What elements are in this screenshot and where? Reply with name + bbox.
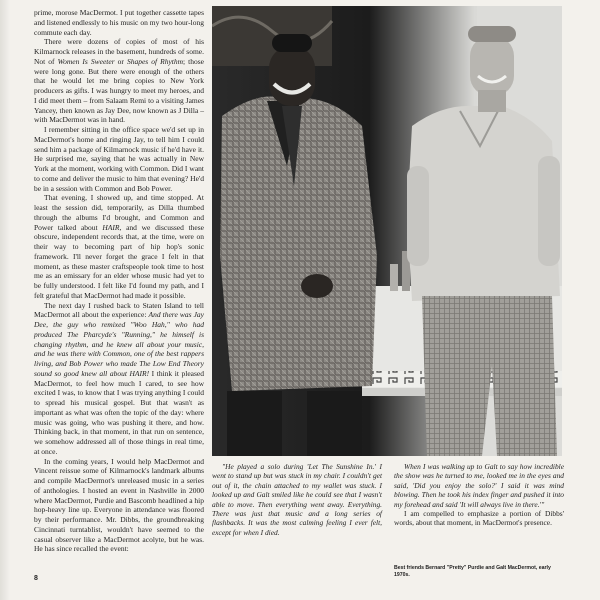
paragraph: There were dozens of copies of most of his Kilmarnock releases in the basement, hundreds of some. Not of Women Is Sweeter or Shapes of Rhythm; those were long gone. But there were enough of the others that he would let me bring copies to New York producers as gifts. I was hungry to meet my heroes, and I did meet them – from Salaam Remi to a visiting James Yancey, then known as Jay Dee, now known as J Dilla – with MacDermot was in hand. (34, 37, 204, 125)
quote-paragraph: When I was walking up to Galt to say how incredible the show was he turned to me, looked me in the eyes and said, 'Did you enjoy the solo?' I said it was mind blowing. Then he took his index finger and pushed it into my forehead and said 'It will always live in there.'" (394, 462, 564, 509)
paragraph: The next day I rushed back to Staten Island to tell MacDermot all about the experience: And there was Jay Dee, the guy who remixed "Woo Hah," who had produced The Pharcyde's "Running," he himself is changing rhythm, and he knew all about your music, and he was there with Common, one of the best rappers living, and Bob Power who made The Low End Theory sound so good knew all about HAIR! I think it pleased MacDermot, to feel how much I cared, to see how excited I was, to know that I was trying anything I could to spread his musical gospel. But that wasn't as important as what was often the topic of the day: where music was going, who was pushing it there, and how. Thinking back, in that moment, in that run on sentence, we somehow addressed all of those things in real time, at once. (34, 300, 205, 456)
photo-caption: Best friends Bernard "Pretty" Purdie and Galt MacDermot, early 1970s. (394, 565, 551, 578)
photograph (212, 6, 562, 456)
quote-paragraph: "He played a solo during 'Let The Sunshine In.' I went to stand up but was stuck in my chair. I couldn't get out of it, the chain attached to my wallet was stuck. I looked up and Galt smiled like he could see that I wasn't able to move. Then everything went away. Everything. There was just that music and a long series of flashbacks. It was the most calming feeling I ever felt, except for when I died. (212, 462, 382, 537)
paragraph: In the coming years, I would help MacDermot and Vincent reissue some of Kilmarnock's landmark albums and compile MacDermot's unreleased music in a series of anthologies. I hosted an event in Nashville in 2000 where MacDermot, Purdie and Bascomb headlined a hip hop-heavy line up. Everyone in attendance was floored by their performance. Mr. Dibbs, the groundbreaking Cincinnati turntablist, wouldn't have seemed to the casual observer like a MacDermot acolyte, but he was. He has since recalled the event: (34, 456, 204, 554)
body-text-column (34, 8, 204, 554)
paragraph: That evening, I showed up, and time stopped. At least the session did, temporarily, as Dilla thumbed through the albums I'd brought, and Common and Power talked about HAIR, and we discussed these obscure, independent records that, at the time, were on their way to becoming part of hip hop's sonic framework. I'll never forget the grace I felt in that moment, as these master craftspeople took time to host me as an emissary for an elder whose music had yet to be fully understood. I felt like I'd found my path, and I felt grateful that MacDermot had made it possible. (34, 193, 205, 300)
page-number: 8 (34, 575, 38, 582)
paragraph: prime, morose MacDermot. I put together cassette tapes and listened endlessly to his music on my two hour-long commute each day. (34, 8, 204, 37)
photo-illustration (212, 6, 562, 456)
quote-column-right (394, 462, 564, 528)
paragraph: I remember sitting in the office space we'd set up in MacDermot's home and ringing Jay, to tell him I could send him a package of Kilmarnock music if he'd have it. He surprised me, saying that he was actually in New York at the moment, working with Common. Did I want to come and deliver the music to him that evening? He'd be in a session with Common and Bob Power. (34, 125, 204, 193)
quote-column-left (212, 462, 382, 537)
closing-paragraph: I am compelled to emphasize a portion of Dibbs' words, about that moment, in MacDermot's presence. (394, 509, 564, 528)
page-gutter-shadow (0, 0, 10, 600)
